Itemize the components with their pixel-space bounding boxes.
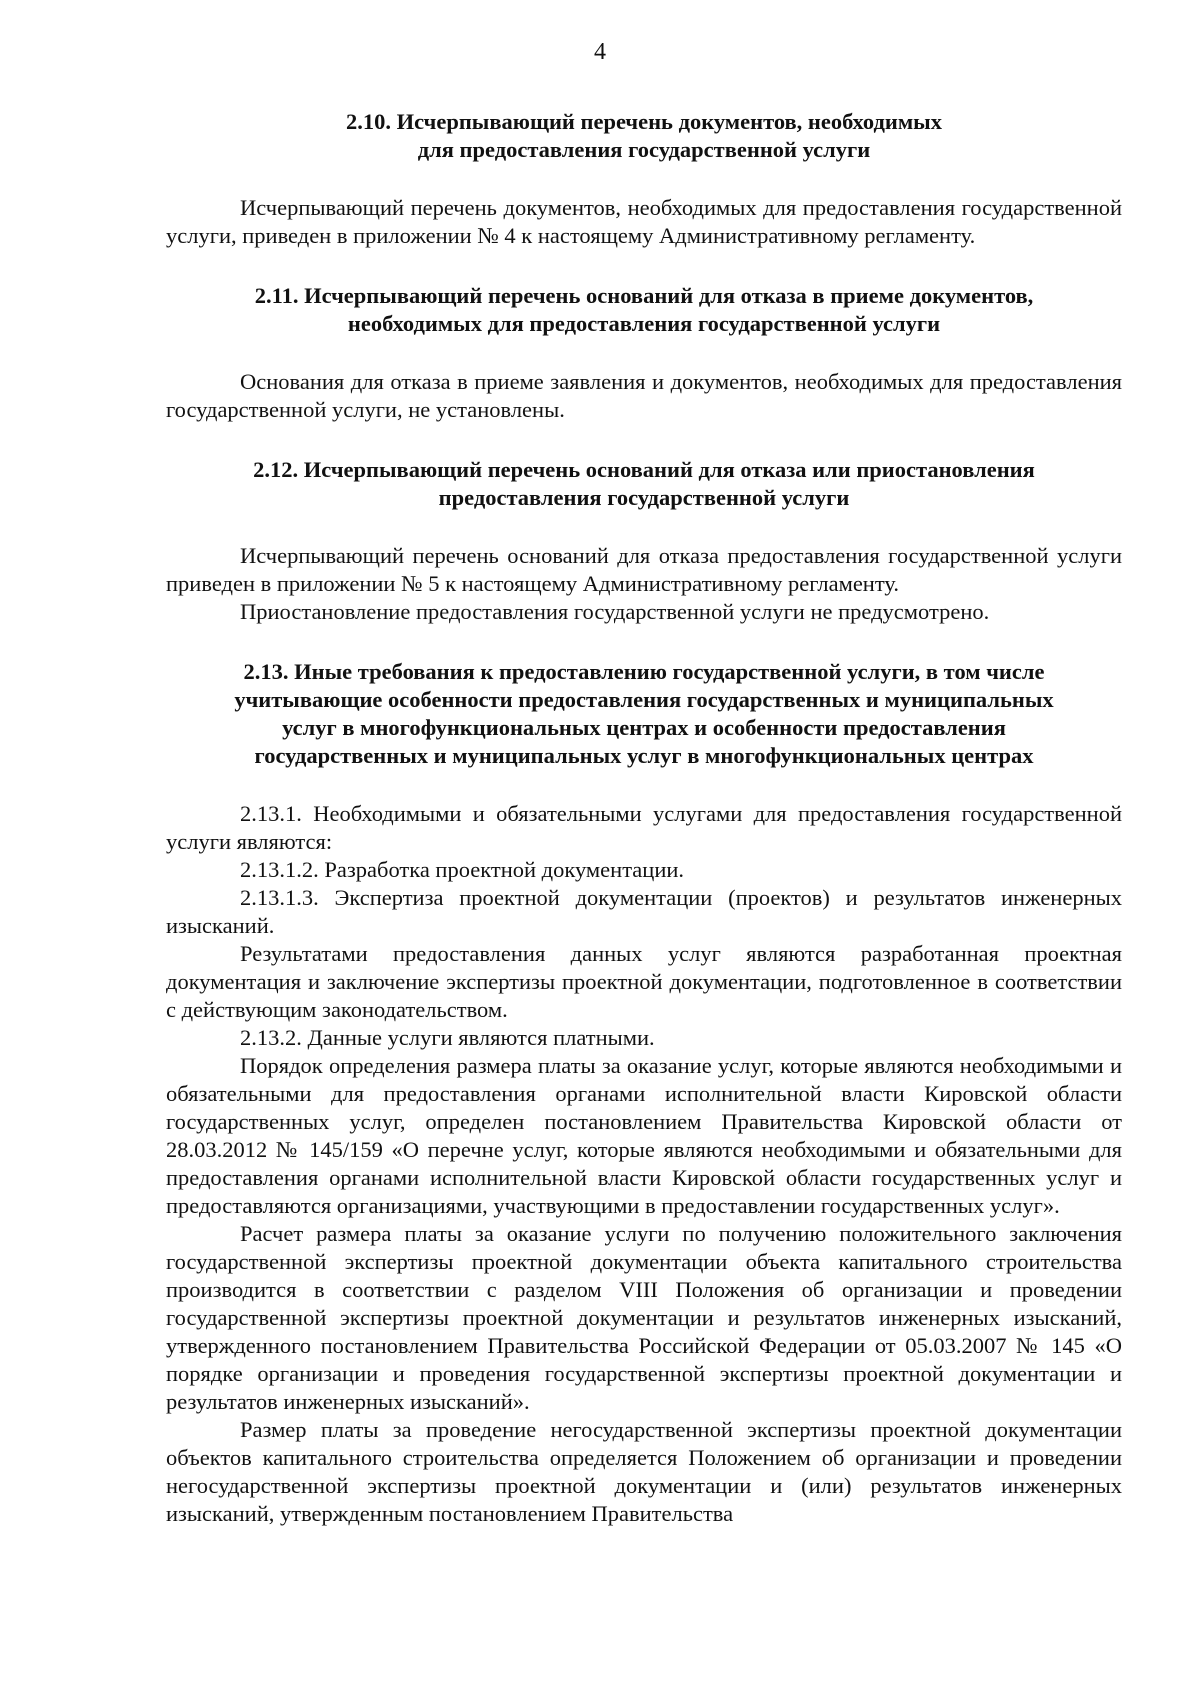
section-2-10	[166, 108, 1122, 250]
section-2-13	[166, 658, 1122, 1528]
paragraph: Исчерпывающий перечень документов, необходимых для предоставления государственной услуги, приведен в приложении № 4 к настоящему Административному регламенту.	[166, 195, 1122, 248]
document-body	[166, 108, 1122, 1528]
paragraph: Расчет размера платы за оказание услуги по получению положительного заключения государственной экспертизы проектной документации объекта капитального строительства производится в соответствии с разделом VIII Положения об организации и проведении государственной экспертизы проектной документации и результатов инженерных изысканий, утвержденного постановлением Правительства Российской Федерации от 05.03.2007 № 145 «О порядке организации и проведения государственной экспертизы проектной документации и результатов инженерных изысканий».	[166, 1221, 1122, 1414]
section-heading: 2.13. Иные требования к предоставлению государственной услуги, в том числе учитывающие особенности предоставления государственных и муниципальных услуг в многофункциональных центрах и особенности предоставления государственных и муниципальных услуг в многофункциональных центрах	[234, 659, 1054, 768]
page-number: 4	[594, 39, 606, 65]
section-heading: 2.11. Исчерпывающий перечень оснований для отказа в приеме документов, необходимых для предоставления государственной услуги	[254, 283, 1034, 336]
paragraph: Приостановление предоставления государственной услуги не предусмотрено.	[240, 599, 990, 624]
section-2-12	[166, 456, 1122, 626]
paragraph: Результатами предоставления данных услуг являются разработанная проектная документация и заключение экспертизы проектной документации, подготовленное в соответствии с действующим законодательством.	[166, 941, 1122, 1022]
section-heading: 2.10. Исчерпывающий перечень документов, необходимых для предоставления государственной услуги	[345, 109, 942, 162]
paragraph: Размер платы за проведение негосударственной экспертизы проектной документации объектов капитального строительства определяется Положением об организации и проведении негосударственной экспертизы проектной документации и (или) результатов инженерных изысканий, утвержденным постановлением Правительства	[166, 1417, 1122, 1526]
section-2-11	[166, 282, 1122, 424]
section-heading: 2.12. Исчерпывающий перечень оснований для отказа или приостановления предоставления государственной услуги	[253, 457, 1035, 510]
paragraph: 2.13.1.3. Экспертиза проектной документации (проектов) и результатов инженерных изысканий.	[166, 885, 1122, 938]
paragraph: Основания для отказа в приеме заявления и документов, необходимых для предоставления государственной услуги, не установлены.	[166, 369, 1122, 422]
paragraph: 2.13.2. Данные услуги являются платными.	[240, 1025, 655, 1050]
paragraph: 2.13.1. Необходимыми и обязательными услугами для предоставления государственной услуги являются:	[166, 801, 1122, 854]
paragraph: Порядок определения размера платы за оказание услуг, которые являются необходимыми и обязательными для предоставления органами исполнительной власти Кировской области государственных услуг, определен постановлением Правительства Кировской области от 28.03.2012 № 145/159 «О перечне услуг, которые являются необходимыми и обязательными для предоставления органами исполнительной власти Кировской области государственных услуг и предоставляются организациями, участвующими в предоставлении государственных услуг».	[166, 1053, 1122, 1218]
paragraph: 2.13.1.2. Разработка проектной документации.	[240, 857, 685, 882]
paragraph: Исчерпывающий перечень оснований для отказа предоставления государственной услуги приведен в приложении № 5 к настоящему Административному регламенту.	[166, 543, 1122, 596]
